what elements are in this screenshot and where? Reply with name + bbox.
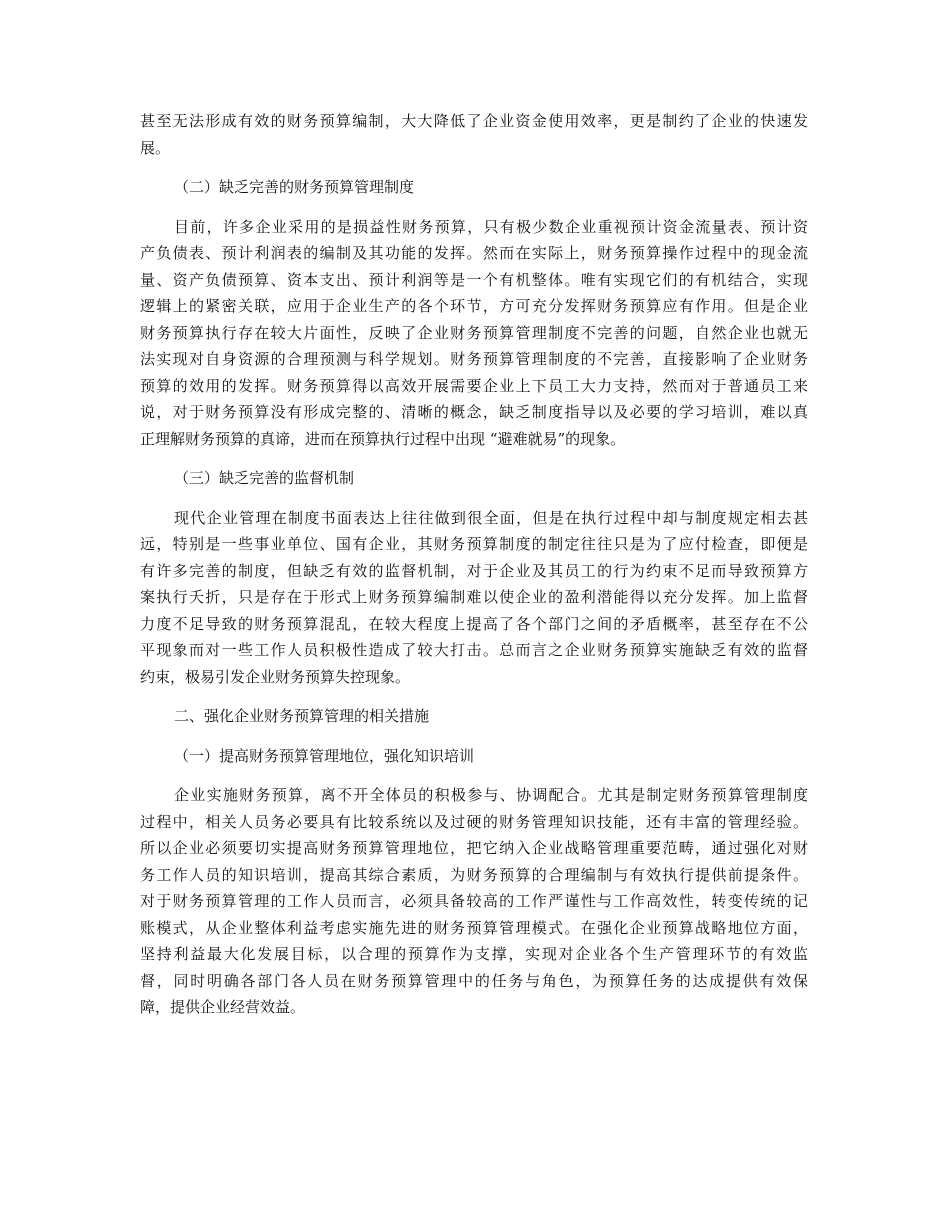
text-line: 现代企业管理在制度书面表达上往往做到很全面，但是在执行过程中却与制度规定相去甚	[174, 508, 808, 527]
text-line: 企业实施财务预算，离不开全体员的积极参与、协调配合。尤其是制定财务预算管理制度	[174, 786, 808, 804]
text-line: 量、资产负债预算、资本支出、预计利润等是一个有机整体。唯有实现它们的有机结合，实现	[140, 270, 808, 289]
text-line: 预算的效用的发挥。财务预算得以高效开展需要企业上下员工大力支持，然而对于普通员工来	[140, 376, 808, 395]
paragraph-continuation	[140, 108, 808, 161]
text-line: 说，对于财务预算没有形成完整的、清晰的概念，缺乏制度指导以及必要的学习培训，难以真	[140, 403, 808, 421]
text-line: 障，提供企业经营效益。	[140, 998, 306, 1016]
text-line: 务工作人员的知识培训，提高其综合素质，为财务预算的合理编制与有效执行提供前提条件。	[140, 865, 808, 884]
section-heading-3: （三）缺乏完善的监督机制	[174, 469, 355, 487]
document-body	[140, 108, 808, 1021]
text-line: 力度不足导致的财务预算混乱，在较大程度上提高了各个部门之间的矛盾概率，甚至存在不公	[140, 614, 808, 633]
text-line: 正理解财务预算的真谛，进而在预算执行过程中出现 “避难就易”的现象。	[140, 429, 626, 448]
section-heading-2: （二）缺乏完善的财务预算管理制度	[174, 178, 415, 196]
text-line: 账模式，从企业整体利益考虑实施先进的财务预算管理模式。在强化企业预算战略地位方面，	[140, 918, 808, 937]
section-heading-1: （一）提高财务预算管理地位，强化知识培训	[174, 746, 475, 765]
text-line: 督，同时明确各部门各人员在财务预算管理中的任务与角色，为预算任务的达成提供有效保	[140, 971, 808, 990]
text-line: 坚持利益最大化发展目标，以合理的预算作为支撑，实现对企业各个生产管理环节的有效监	[140, 945, 808, 963]
text-line: 有许多完善的制度，但缺乏有效的监督机制，对于企业及其员工的行为约束不足而导致预算方	[140, 561, 808, 580]
paragraph-supervision	[140, 505, 808, 691]
paragraph-training	[140, 782, 808, 1021]
text-line: 对于财务预算管理的工作人员而言，必须具备较高的工作严谨性与工作高效性，转变传统的记	[140, 892, 808, 910]
text-line: 法实现对自身资源的合理预测与科学规划。财务预算管理制度的不完善，直接影响了企业财务	[140, 350, 808, 368]
text-line: 过程中，相关人员务必要具有比较系统以及过硬的财务管理知识技能，还有丰富的管理经验。	[140, 812, 808, 831]
text-line: 甚至无法形成有效的财务预算编制，大大降低了企业资金使用效率，更是制约了企业的快速发	[140, 112, 808, 130]
text-line: 远，特别是一些事业单位、国有企业，其财务预算制度的制定往往只是为了应付检查，即便是	[140, 535, 808, 553]
text-line: 展。	[140, 138, 171, 157]
text-line: 约束，极易引发企业财务预算失控现象。	[140, 667, 411, 686]
paragraph-budget-system	[140, 214, 808, 453]
text-line: 产负债表、预计利润表的编制及其功能的发挥。然而在实际上，财务预算操作过程中的现金流	[140, 244, 808, 262]
text-line: 逻辑上的紧密关联，应用于企业生产的各个环节，方可充分发挥财务预算应有作用。但是企业	[140, 297, 808, 315]
text-line: 目前，许多企业采用的是损益性财务预算，只有极少数企业重视预计资金流量表、预计资	[174, 217, 808, 236]
text-line: 所以企业必须要切实提高财务预算管理地位，把它纳入企业战略管理重要范畴，通过强化对财	[140, 839, 808, 857]
chapter-heading: 二、强化企业财务预算管理的相关措施	[174, 707, 430, 725]
text-line: 财务预算执行存在较大片面性，反映了企业财务预算管理制度不完善的问题，自然企业也就无	[140, 323, 808, 342]
text-line: 案执行夭折，只是存在于形式上财务预算编制难以使企业的盈利潜能得以充分发挥。加上监督	[140, 588, 808, 606]
text-line: 平现象而对一些工作人员积极性造成了较大打击。总而言之企业财务预算实施缺乏有效的监督	[140, 641, 808, 659]
